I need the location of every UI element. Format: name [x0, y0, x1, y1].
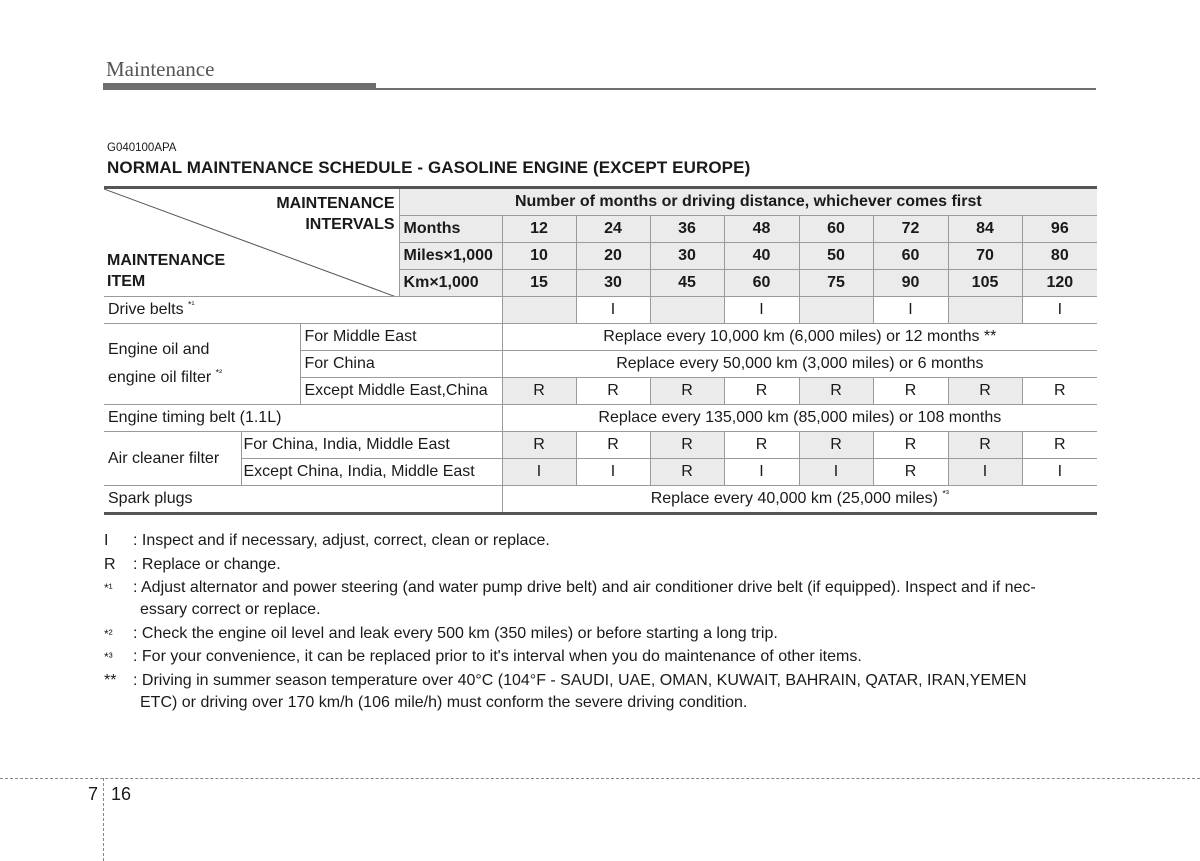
page-title: NORMAL MAINTENANCE SCHEDULE - GASOLINE ENGINE (EXCEPT EUROPE): [107, 158, 751, 177]
table-cell: I: [873, 297, 948, 324]
maintenance-item-label: MAINTENANCE ITEM: [107, 252, 226, 290]
km-label: Km×1,000: [399, 270, 502, 297]
legend-key: *²: [104, 626, 113, 641]
table-cell: I: [724, 459, 799, 486]
table-cell: [948, 297, 1022, 324]
footer-dashed-divider: [103, 778, 104, 861]
months-label: Months: [399, 216, 502, 243]
table-cell: I: [576, 297, 650, 324]
table-cell: R: [576, 432, 650, 459]
drive-belts-row: [104, 297, 1097, 324]
months-cell: 48: [724, 216, 799, 243]
chapter-number: 7: [88, 784, 99, 804]
table-cell: R: [873, 459, 948, 486]
miles-cell: 10: [502, 243, 576, 270]
miles-cell: 30: [650, 243, 724, 270]
table-cell: I: [576, 459, 650, 486]
km-cell: 105: [948, 270, 1022, 297]
table-cell: R: [948, 432, 1022, 459]
months-cell: 36: [650, 216, 724, 243]
air-cleaner-row1-label: For China, India, Middle East: [241, 432, 502, 459]
document-code: G040100APA: [107, 142, 177, 154]
legend-item: I : Inspect and if necessary, adjust, correct, clean or replace.: [104, 530, 1098, 552]
timing-belt-row: [104, 405, 1097, 432]
km-cell: 15: [502, 270, 576, 297]
miles-label: Miles×1,000: [399, 243, 502, 270]
table-cell: R: [576, 378, 650, 405]
page-number: 16: [111, 784, 132, 804]
km-cell: 90: [873, 270, 948, 297]
engine-oil-china-text: Replace every 50,000 km (3,000 miles) or 6 months: [502, 351, 1097, 378]
legend-item: *² : Check the engine oil level and leak every 500 km (350 miles) or before starting a long trip.: [104, 623, 1098, 645]
legend-key: *³: [104, 650, 113, 664]
months-cell: 60: [799, 216, 873, 243]
legend-item: R : Replace or change.: [104, 554, 1098, 576]
legend-item: *¹ : Adjust alternator and power steering (and water pump drive belt) and air conditioner drive belt (if equipped). Inspect and if nec- essary correct or replace.: [104, 579, 1036, 618]
table-cell: [799, 297, 873, 324]
months-cell: 72: [873, 216, 948, 243]
table-cell: R: [650, 459, 724, 486]
table-cell: I: [799, 459, 873, 486]
miles-cell: 60: [873, 243, 948, 270]
engine-oil-middle-east-text: Replace every 10,000 km (6,000 miles) or 12 months **: [502, 324, 1097, 351]
air-cleaner-row-1: [104, 432, 1097, 459]
km-cell: 30: [576, 270, 650, 297]
table-cell: R: [799, 432, 873, 459]
table-cell: R: [650, 432, 724, 459]
header-rule-thick: [103, 83, 376, 90]
note-ref: *³: [942, 488, 949, 499]
air-cleaner-row-2: [104, 459, 1097, 486]
table-cell: R: [1022, 378, 1097, 405]
miles-cell: 20: [576, 243, 650, 270]
table-cell: R: [799, 378, 873, 405]
note-ref: *¹: [188, 299, 195, 310]
miles-cell: 50: [799, 243, 873, 270]
months-cell: 24: [576, 216, 650, 243]
miles-cell: 80: [1022, 243, 1097, 270]
months-cell: 96: [1022, 216, 1097, 243]
spark-plugs-label: Spark plugs: [104, 486, 502, 514]
air-cleaner-row2-label: Except China, India, Middle East: [241, 459, 502, 486]
table-cell: R: [724, 432, 799, 459]
engine-oil-middle-east-label: For Middle East: [300, 324, 502, 351]
air-cleaner-label: Air cleaner filter: [104, 432, 241, 486]
table-cell: I: [1022, 459, 1097, 486]
engine-oil-label: Engine oil and engine oil filter $^{*^2}$: [104, 324, 300, 405]
table-cell: R: [650, 378, 724, 405]
timing-belt-label: Engine timing belt (1.1L): [104, 405, 502, 432]
legend-item: *³ : For your convenience, it can be replaced prior to it's interval when you do maintenance of other items.: [104, 646, 1098, 668]
legend-item: ** : Driving in summer season temperature over 40°C (104°F - SAUDI, UAE, OMAN, KUWAIT, BAHRAIN, QATAR, IRAN,YEMEN ETC) or driving over 170 km/h (106 mile/h) must conform the severe driving condition.: [104, 671, 1027, 711]
table-cell: R: [1022, 432, 1097, 459]
km-cell: 120: [1022, 270, 1097, 297]
legend-key: I: [104, 532, 109, 549]
legend-key: R: [104, 555, 116, 573]
note-ref: *²: [215, 367, 223, 378]
table-cell: [650, 297, 724, 324]
drive-belts-label: Drive belts $^{*^1}$: [104, 297, 502, 324]
miles-cell: 70: [948, 243, 1022, 270]
months-cell: 84: [948, 216, 1022, 243]
maintenance-intervals-label: MAINTENANCE INTERVALS: [276, 195, 395, 233]
table-cell: I: [724, 297, 799, 324]
table-cell: R: [873, 432, 948, 459]
legend-key: *¹: [104, 581, 113, 595]
table-cell: [502, 297, 576, 324]
spark-plugs-row: [104, 486, 1097, 514]
table-cell: R: [724, 378, 799, 405]
table-cell: I: [1022, 297, 1097, 324]
km-cell: 45: [650, 270, 724, 297]
corner-header-cell: [104, 188, 399, 297]
table-cell: R: [873, 378, 948, 405]
table-cell: R: [502, 378, 576, 405]
km-cell: 60: [724, 270, 799, 297]
table-cell: R: [948, 378, 1022, 405]
months-cell: 12: [502, 216, 576, 243]
engine-oil-china-label: For China: [300, 351, 502, 378]
miles-cell: 40: [724, 243, 799, 270]
footer-dashed-rule: [0, 778, 1200, 779]
km-cell: 75: [799, 270, 873, 297]
timing-belt-text: Replace every 135,000 km (85,000 miles) or 108 months: [502, 405, 1097, 432]
legend-notes: [104, 530, 1098, 715]
legend-key: **: [104, 671, 117, 689]
table-cell: I: [502, 459, 576, 486]
section-header-title: Maintenance: [106, 57, 215, 81]
maintenance-schedule-table: [104, 186, 1097, 515]
engine-oil-except-label: Except Middle East,China: [300, 378, 502, 405]
table-cell: I: [948, 459, 1022, 486]
interval-top-header: Number of months or driving distance, whichever comes first: [399, 188, 1097, 216]
engine-oil-middle-east-row: [104, 324, 1097, 351]
spark-plugs-text: Replace every 40,000 km (25,000 miles) $^{*^3}$: [502, 486, 1097, 514]
table-cell: R: [502, 432, 576, 459]
header-rule-thin: [376, 88, 1096, 90]
